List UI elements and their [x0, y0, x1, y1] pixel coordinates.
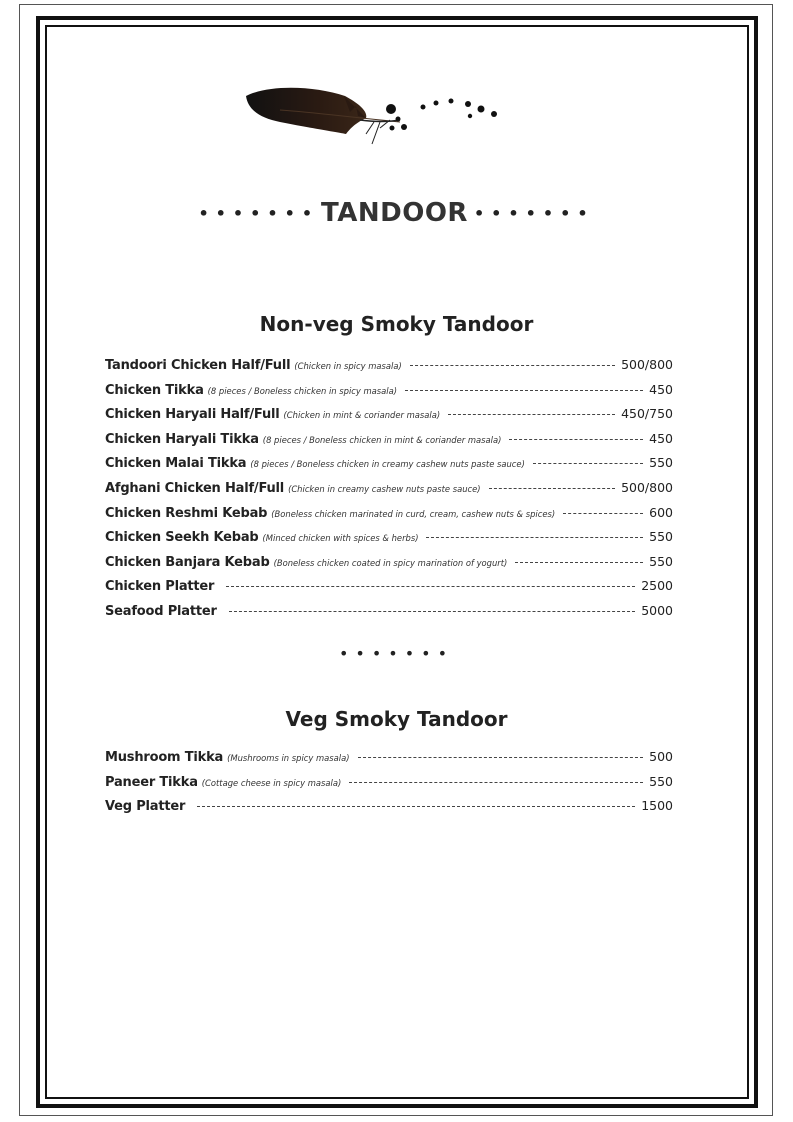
- title-dots-left: •••••••: [198, 203, 320, 223]
- item-description: (Boneless chicken coated in spicy marination of yogurt): [273, 557, 508, 568]
- dotted-leader: [405, 390, 643, 391]
- section-title-veg: Veg Smoky Tandoor: [285, 707, 508, 731]
- menu-item: [105, 505, 673, 530]
- item-name: Veg Platter: [105, 799, 186, 815]
- menu-title: [0, 198, 793, 228]
- item-name: Chicken Platter: [105, 579, 215, 595]
- menu-item: [105, 603, 673, 628]
- dotted-leader: [448, 414, 615, 415]
- menu-list-nonveg: [105, 357, 673, 628]
- item-description: (Boneless chicken marinated in curd, cream, cashew nuts & spices): [271, 508, 556, 519]
- dotted-leader: [509, 439, 643, 440]
- menu-item: [105, 480, 673, 505]
- item-price: 450: [649, 381, 673, 397]
- item-name: Chicken Seekh Kebab: [105, 530, 259, 546]
- menu-item: [105, 406, 673, 431]
- item-description: (8 pieces / Boneless chicken in spicy masala): [207, 385, 398, 396]
- dotted-leader: [229, 611, 635, 612]
- item-price: 550: [649, 773, 673, 789]
- dotted-leader: [349, 782, 643, 783]
- item-name: Afghani Chicken Half/Full: [105, 480, 285, 496]
- item-price: 500/800: [621, 357, 673, 372]
- item-description: (Chicken in creamy cashew nuts paste sauce): [288, 483, 481, 494]
- menu-item: [105, 798, 673, 823]
- dotted-leader: [358, 757, 644, 758]
- item-description: (Chicken in spicy masala): [294, 361, 402, 371]
- item-price: 500/800: [621, 479, 673, 495]
- item-price: 500: [649, 749, 673, 764]
- item-name: Chicken Malai Tikka: [105, 456, 247, 472]
- section-title-nonveg: Non-veg Smoky Tandoor: [259, 312, 534, 336]
- item-name: Paneer Tikka: [105, 774, 198, 790]
- item-price: 5000: [641, 602, 673, 618]
- item-description: (Mushrooms in spicy masala): [227, 753, 350, 763]
- menu-item: [105, 455, 673, 480]
- item-name: Chicken Haryali Tikka: [105, 431, 259, 447]
- menu-item: [105, 431, 673, 456]
- item-name: Chicken Banjara Kebab: [105, 554, 270, 570]
- title-dots-right: •••••••: [473, 203, 595, 223]
- menu-item: [105, 357, 673, 382]
- dotted-leader: [197, 806, 635, 807]
- item-description: (8 pieces / Boneless chicken in mint & coriander masala): [262, 434, 502, 445]
- dotted-leader: [426, 537, 643, 538]
- menu-item: [105, 554, 673, 579]
- item-name: Seafood Platter: [105, 603, 217, 619]
- item-price: 450: [649, 430, 673, 446]
- item-price: 550: [649, 455, 673, 471]
- dotted-leader: [515, 562, 643, 563]
- menu-title-text: TANDOOR: [321, 198, 468, 228]
- item-price: 600: [649, 504, 673, 520]
- item-name: Chicken Reshmi Kebab: [105, 505, 268, 521]
- item-price: 550: [649, 553, 673, 569]
- item-price: 2500: [641, 578, 673, 594]
- menu-item: [105, 749, 673, 774]
- item-price: 450/750: [621, 406, 673, 422]
- item-name: Chicken Haryali Half/Full: [105, 407, 280, 423]
- item-name: Chicken Tikka: [105, 382, 204, 398]
- item-description: (Cottage cheese in spicy masala): [201, 777, 342, 788]
- menu-item: [105, 774, 673, 799]
- dotted-leader: [226, 586, 635, 587]
- item-price: 550: [649, 529, 673, 545]
- item-name: Mushroom Tikka: [105, 750, 224, 765]
- section-divider-dots: •••••••: [338, 644, 455, 663]
- item-price: 1500: [641, 798, 673, 814]
- item-description: (Minced chicken with spices & herbs): [262, 533, 419, 544]
- menu-item: [105, 529, 673, 554]
- item-name: Tandoori Chicken Half/Full: [105, 358, 291, 373]
- dotted-leader: [563, 513, 643, 514]
- item-description: (8 pieces / Boneless chicken in creamy cashew nuts paste sauce): [250, 459, 525, 470]
- menu-item: [105, 382, 673, 407]
- menu-item: [105, 578, 673, 603]
- feather-icon: [240, 82, 510, 162]
- menu-list-veg: [105, 749, 673, 823]
- dotted-leader: [533, 463, 643, 464]
- dotted-leader: [410, 365, 615, 366]
- dotted-leader: [489, 488, 616, 489]
- item-description: (Chicken in mint & coriander masala): [283, 410, 441, 421]
